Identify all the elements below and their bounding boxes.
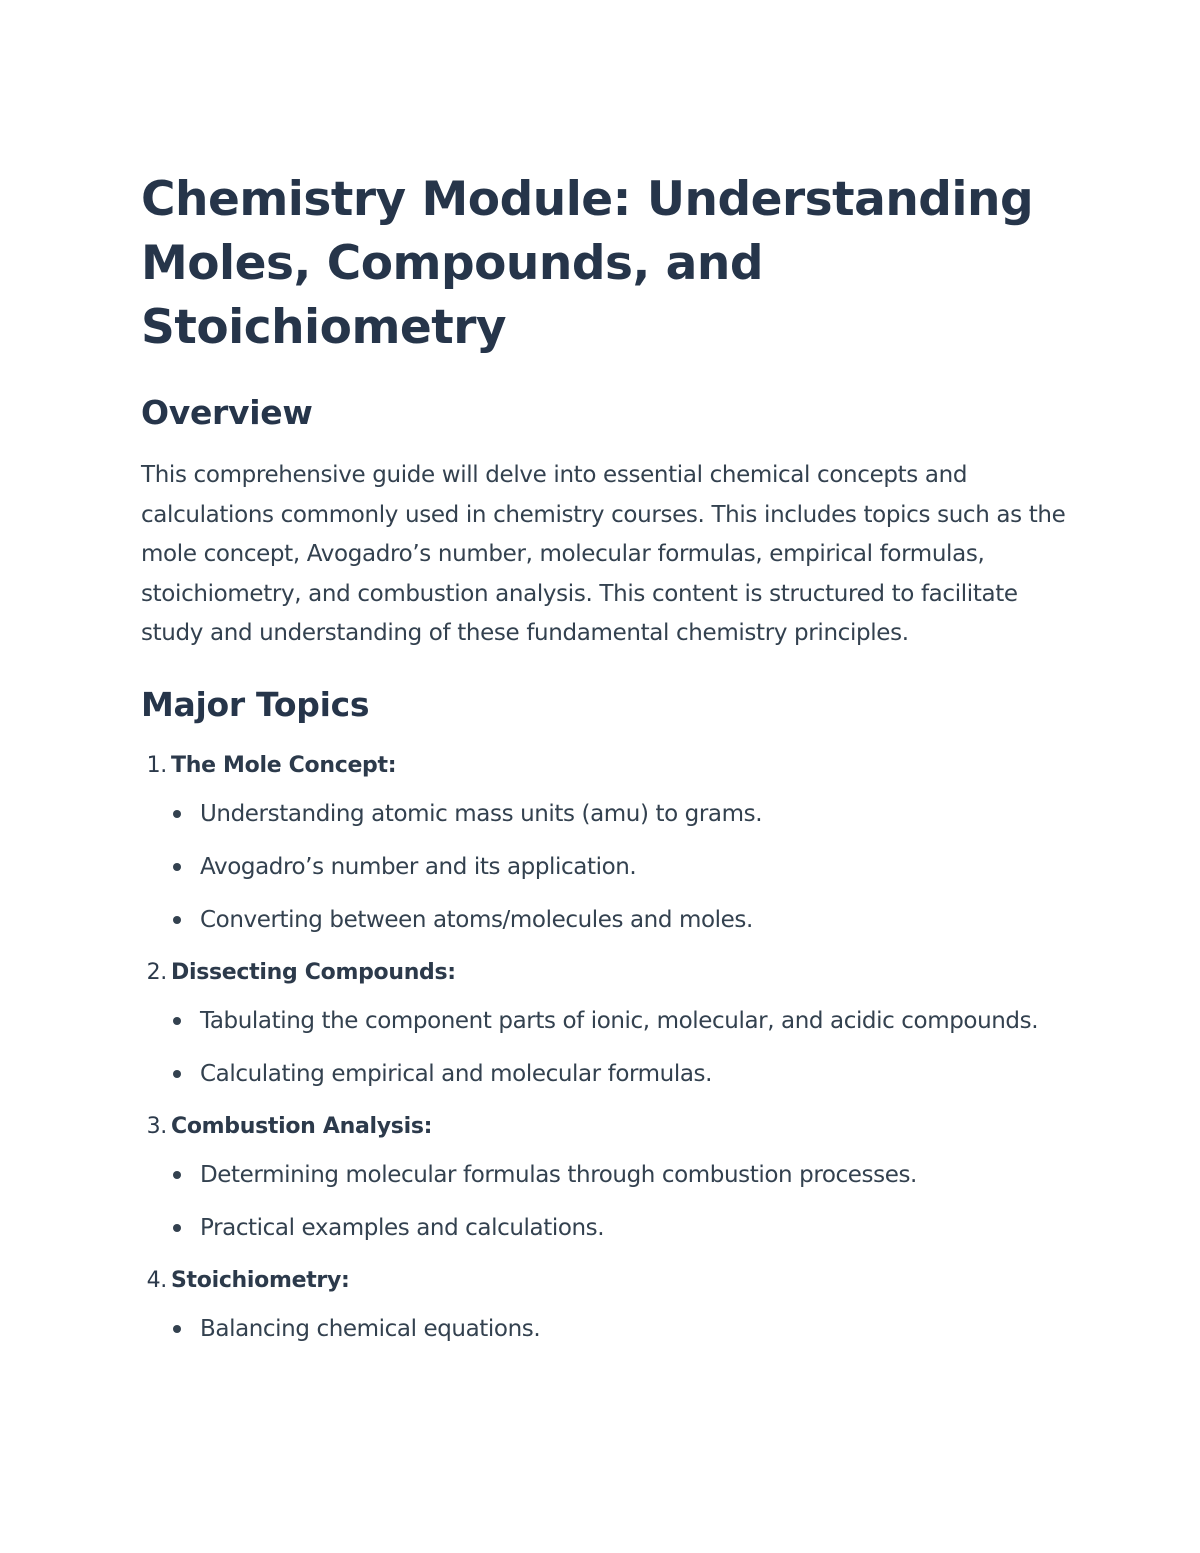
topic-heading (141, 746, 1071, 786)
bullet-dot-icon (173, 916, 181, 924)
topic-points (141, 1155, 1071, 1248)
topic-item (141, 746, 1071, 940)
bullet-dot-icon (173, 1017, 181, 1025)
topic-title: Stoichiometry: (171, 1267, 350, 1293)
topic-heading (141, 953, 1071, 993)
list-item-text: Understanding atomic mass units (amu) to grams. (200, 800, 763, 827)
topic-number: 3. (146, 1113, 167, 1139)
bullet-dot-icon (173, 1224, 181, 1232)
list-item-text: Converting between atoms/molecules and moles. (200, 906, 753, 933)
list-item (141, 1054, 1071, 1094)
list-item (141, 794, 1071, 834)
topic-number: 4. (146, 1267, 167, 1293)
major-topics-heading: Major Topics (141, 684, 370, 724)
document-title: Chemistry Module: Understanding Moles, Compounds, and Stoichiometry (141, 172, 1034, 355)
topic-title: Dissecting Compounds: (171, 959, 456, 985)
overview-paragraph: This comprehensive guide will delve into essential chemical concepts and calculations commonly used in chemistry courses. This includes topics such as the mole concept, Avogadro’s number, molecular formulas, empirical formulas, stoichiometry, and combustion analysis. This content is structured to facilitate study and understanding of these fundamental chemistry principles. (141, 462, 1066, 646)
topic-number: 2. (146, 959, 167, 985)
bullet-dot-icon (173, 1325, 181, 1333)
list-item (141, 1309, 1071, 1349)
list-item-text: Balancing chemical equations. (200, 1315, 541, 1342)
topic-points (141, 1001, 1071, 1094)
overview-heading: Overview (141, 393, 313, 432)
list-item (141, 1001, 1071, 1041)
bullet-dot-icon (173, 863, 181, 871)
bullet-dot-icon (173, 1171, 181, 1179)
list-item-text: Determining molecular formulas through combustion processes. (200, 1161, 917, 1188)
topic-title: The Mole Concept: (171, 752, 397, 778)
topic-points (141, 1309, 1071, 1349)
major-topics-list (141, 746, 1071, 1349)
list-item (141, 1208, 1071, 1248)
topic-item (141, 1261, 1071, 1349)
list-item-text: Avogadro’s number and its application. (200, 853, 637, 880)
list-item (141, 847, 1071, 887)
list-item-text: Practical examples and calculations. (200, 1214, 605, 1241)
topic-item (141, 953, 1071, 1094)
document-page (141, 168, 1071, 1362)
topic-title: Combustion Analysis: (171, 1113, 433, 1139)
bullet-dot-icon (173, 810, 181, 818)
list-item-text: Tabulating the component parts of ionic, molecular, and acidic compounds. (200, 1007, 1039, 1034)
topic-points (141, 794, 1071, 940)
topic-number: 1. (146, 752, 167, 778)
list-item-text: Calculating empirical and molecular formulas. (200, 1060, 713, 1087)
list-item (141, 900, 1071, 940)
topic-item (141, 1107, 1071, 1248)
topic-heading (141, 1107, 1071, 1147)
list-item (141, 1155, 1071, 1195)
topic-heading (141, 1261, 1071, 1301)
bullet-dot-icon (173, 1070, 181, 1078)
